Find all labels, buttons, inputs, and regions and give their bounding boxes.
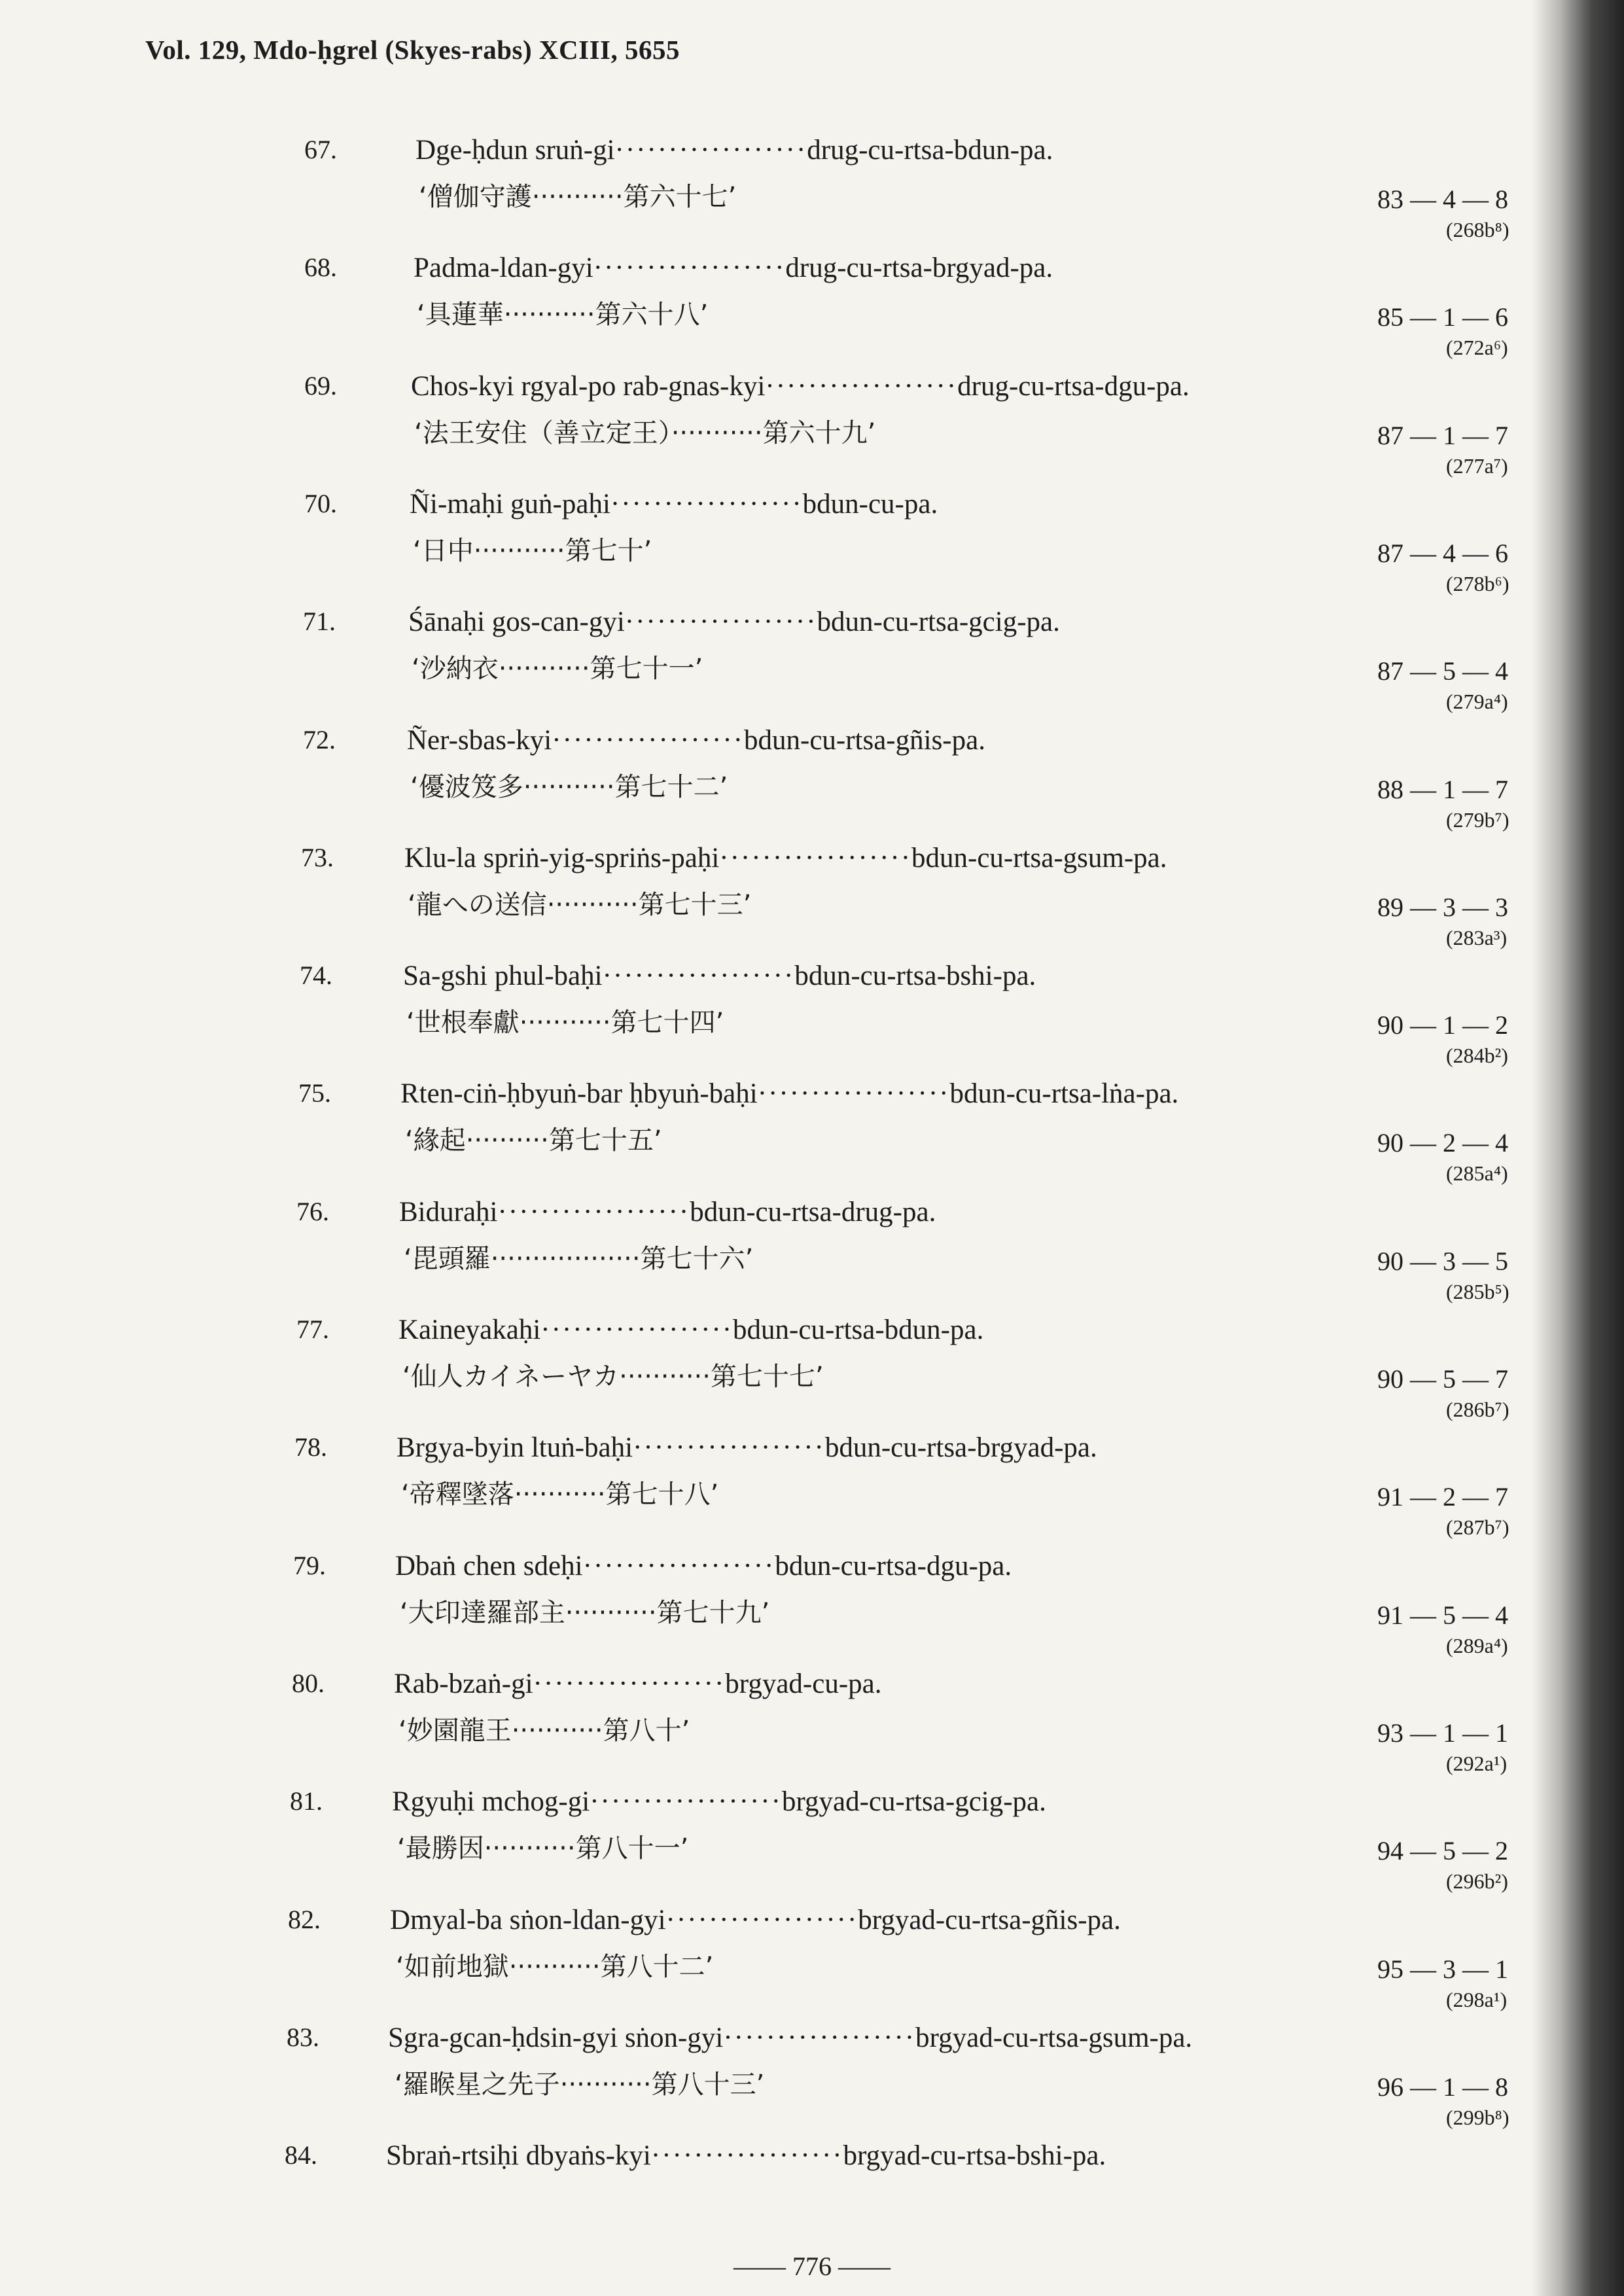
leader-dots: ·················· (719, 842, 912, 874)
entry-number: 70. (304, 488, 337, 518)
folio-reference: (279a⁴) (1446, 690, 1508, 714)
tibetan-title-line (394, 1668, 881, 1700)
leader-dots: ·················· (610, 488, 803, 520)
tibetan-section: brgyad-cu-pa. (725, 1668, 882, 1699)
leader-dots: ·················· (665, 1904, 858, 1935)
tibetan-section: drug-cu-rtsa-dgu-pa. (957, 370, 1190, 402)
tibetan-title-line (407, 724, 985, 756)
tibetan-title: Sgra-gcan-ḥdsin-gyi sṅon-gyi (388, 2022, 724, 2053)
folio-reference: (296b²) (1446, 1869, 1508, 1894)
entry-number: 73. (301, 842, 334, 872)
tibetan-section: brgyad-cu-rtsa-gsum-pa. (915, 2022, 1193, 2053)
folio-reference: (292a¹) (1446, 1751, 1508, 1775)
page-line-reference: 89 — 3 — 3 (1377, 892, 1508, 922)
tibetan-title: Rab-bzaṅ-gi (394, 1668, 533, 1699)
entry-number: 83. (287, 2022, 319, 2052)
tibetan-section: bdun-cu-rtsa-lṅa-pa. (949, 1078, 1179, 1110)
catalog-entry (0, 1904, 1624, 2015)
tibetan-title: Śānaḥi gos-can-gyi (408, 607, 625, 638)
tibetan-section: drug-cu-rtsa-bdun-pa. (807, 135, 1053, 166)
entry-number: 82. (288, 1904, 321, 1934)
leader-dots: ·················· (593, 253, 786, 284)
entry-number: 69. (304, 370, 337, 400)
page-line-reference: 85 — 1 — 6 (1377, 302, 1508, 332)
tibetan-section: bdun-cu-rtsa-brgyad-pa. (824, 1432, 1097, 1464)
japanese-title: ‘緣起··········第七十五’ (405, 1125, 662, 1156)
page-line-reference: 90 — 3 — 5 (1377, 1246, 1508, 1276)
tibetan-title: Padma-ldan-gyi (414, 253, 593, 284)
entry-number: 77. (296, 1315, 329, 1344)
tibetan-title-line (388, 2022, 1192, 2054)
catalog-entry (0, 2022, 1624, 2133)
catalog-entry (0, 1432, 1624, 1543)
entry-number: 68. (304, 253, 337, 283)
japanese-title: ‘日中···········第七十’ (413, 535, 652, 566)
japanese-title: ‘毘頭羅··················第七十六’ (404, 1243, 754, 1274)
folio-reference: (268b⁸) (1446, 218, 1509, 241)
japanese-title: ‘沙納衣···········第七十一’ (412, 654, 703, 684)
entry-number: 76. (296, 1196, 329, 1226)
tibetan-title: Sbraṅ-rtsiḥi dbyaṅs-kyi (386, 2140, 651, 2172)
tibetan-title-line (411, 370, 1190, 402)
page-line-reference: 91 — 2 — 7 (1377, 1482, 1508, 1512)
entry-number: 72. (303, 724, 336, 754)
page-line-reference: 91 — 5 — 4 (1377, 1600, 1508, 1630)
folio-reference: (284b²) (1446, 1044, 1508, 1068)
tibetan-title-line (400, 1078, 1178, 1110)
catalog-entry (0, 724, 1624, 836)
leader-dots: ·················· (552, 724, 744, 756)
leader-dots: ·················· (650, 2140, 843, 2172)
japanese-title: ‘大印達羅部主···········第七十九’ (400, 1597, 770, 1628)
tibetan-title-line (395, 1550, 1012, 1582)
tibetan-title-line (397, 1432, 1097, 1464)
tibetan-section: brgyad-cu-rtsa-gcig-pa. (781, 1786, 1046, 1818)
japanese-title: ‘仙人カイネーヤカ···········第七十七’ (402, 1362, 824, 1392)
leader-dots: ·················· (633, 1432, 825, 1464)
catalog-entry (0, 1314, 1624, 1425)
catalog-entry (0, 252, 1624, 363)
leader-dots: ·················· (497, 1196, 690, 1227)
japanese-title: ‘妙園龍王···········第八十’ (398, 1715, 690, 1746)
folio-reference: (289a⁴) (1446, 1633, 1508, 1657)
tibetan-title: Kaineyakaḥi (398, 1315, 541, 1345)
tibetan-title: Chos-kyi rgyal-po rab-gnas-kyi (411, 370, 766, 402)
folio-reference: (285a⁴) (1446, 1161, 1508, 1186)
japanese-title: ‘具蓮華···········第六十八’ (417, 300, 709, 330)
catalog-entry (0, 960, 1624, 1071)
catalog-entry (0, 1550, 1624, 1661)
leader-dots: ·················· (582, 1550, 775, 1581)
tibetan-title: Biduraḥi (399, 1196, 498, 1227)
tibetan-title-line (414, 252, 1053, 284)
tibetan-title-line (404, 842, 1167, 874)
leader-dots: ·················· (533, 1668, 726, 1699)
tibetan-section: bdun-cu-rtsa-gsum-pa. (911, 842, 1167, 874)
entry-number: 84. (285, 2140, 317, 2170)
tibetan-section: bdun-cu-rtsa-bshi-pa. (794, 961, 1036, 992)
tibetan-title: Brgya-byin ltuṅ-baḥi (397, 1432, 633, 1464)
tibetan-title: Rten-ciṅ-ḥbyuṅ-bar ḥbyuṅ-baḥi (400, 1078, 758, 1110)
leader-dots: ·················· (590, 1786, 782, 1818)
folio-reference: (283a³) (1446, 925, 1508, 949)
catalog-entry (0, 606, 1624, 717)
entry-number: 80. (292, 1668, 325, 1698)
leader-dots: ·················· (723, 2022, 916, 2053)
page-line-reference: 83 — 4 — 8 (1377, 185, 1508, 214)
tibetan-title: Ñer-sbas-kyi (407, 724, 552, 756)
japanese-title: ‘僧伽守護···········第六十七’ (419, 182, 737, 212)
folio-reference: (279b⁷) (1446, 807, 1509, 832)
page-line-reference: 94 — 5 — 2 (1377, 1836, 1508, 1866)
page-line-reference: 90 — 5 — 7 (1377, 1364, 1508, 1394)
tibetan-title-line (386, 2140, 1106, 2172)
folio-reference: (285b⁵) (1446, 1279, 1509, 1303)
catalog-entry (0, 488, 1624, 599)
leader-dots: ·················· (624, 607, 817, 638)
tibetan-section: bdun-cu-rtsa-gcig-pa. (817, 607, 1060, 638)
folio-reference: (277a⁷) (1446, 453, 1508, 478)
tibetan-title: Sa-gshi phul-baḥi (403, 961, 603, 992)
entry-number: 78. (294, 1432, 327, 1462)
tibetan-title: Dbaṅ chen sdeḥi (395, 1550, 583, 1581)
tibetan-title-line (408, 606, 1060, 638)
page-line-reference: 90 — 1 — 2 (1377, 1010, 1508, 1040)
tibetan-section: brgyad-cu-rtsa-bshi-pa. (843, 2140, 1106, 2172)
page-number: —— 776 —— (733, 2252, 891, 2281)
folio-reference: (287b⁷) (1446, 1515, 1509, 1540)
leader-dots: ·················· (757, 1078, 950, 1110)
leader-dots: ·················· (765, 370, 958, 402)
japanese-title: ‘最勝因···········第八十一’ (397, 1833, 689, 1864)
catalog-entry (0, 842, 1624, 953)
folio-reference: (272a⁶) (1446, 336, 1508, 360)
page-line-reference: 90 — 2 — 4 (1377, 1128, 1508, 1158)
catalog-entry (0, 370, 1624, 482)
folio-reference: (278b⁶) (1446, 571, 1509, 595)
folio-reference: (298a¹) (1446, 1987, 1508, 2011)
japanese-title: ‘如前地獄···········第八十二’ (396, 1951, 714, 1982)
japanese-title: ‘法王安住（善立定王）···········第六十九’ (414, 417, 876, 448)
catalog-entry (0, 1196, 1624, 1307)
tibetan-section: bdun-cu-rtsa-gñis-pa. (744, 724, 985, 756)
tibetan-title-line (415, 134, 1053, 166)
catalog-entry (0, 1078, 1624, 1189)
entry-number: 71. (303, 607, 336, 637)
tibetan-title-line (390, 1904, 1121, 1936)
tibetan-title-line (399, 1196, 936, 1228)
entry-number: 79. (293, 1550, 326, 1580)
japanese-title: ‘羅睺星之先子···········第八十三’ (395, 2069, 765, 2100)
page-line-reference: 96 — 1 — 8 (1377, 2072, 1508, 2102)
catalog-entry (0, 1786, 1624, 1897)
leader-dots: ·················· (602, 961, 795, 992)
leader-dots: ·················· (614, 135, 807, 166)
entry-number: 75. (298, 1078, 331, 1108)
page-line-reference: 87 — 5 — 4 (1377, 656, 1508, 686)
tibetan-title-line (403, 960, 1036, 992)
tibetan-title-line (392, 1786, 1046, 1818)
japanese-title: ‘優波笈多···········第七十二’ (410, 771, 728, 802)
tibetan-title-line (410, 488, 938, 520)
folio-reference: (286b⁷) (1446, 1398, 1509, 1421)
entry-number: 81. (290, 1786, 323, 1816)
page-line-reference: 88 — 1 — 7 (1377, 774, 1508, 804)
tibetan-title: Dge-ḥdun sruṅ-gi (415, 135, 615, 166)
page-line-reference: 95 — 3 — 1 (1377, 1954, 1508, 1984)
catalog-entry (0, 134, 1624, 245)
folio-reference: (299b⁸) (1446, 2105, 1509, 2129)
tibetan-title: Rgyuḥi mchog-gi (392, 1786, 590, 1818)
japanese-title: ‘帝釋墜落···········第七十八’ (401, 1479, 719, 1510)
catalog-entry (0, 2140, 1624, 2251)
tibetan-title-line (398, 1314, 983, 1346)
tibetan-section: drug-cu-rtsa-brgyad-pa. (785, 253, 1053, 284)
page-line-reference: 87 — 1 — 7 (1377, 420, 1508, 450)
running-header: Vol. 129, Mdo-ḥgrel (Skyes-rabs) XCIII, 5655 (145, 35, 680, 65)
catalog-entry (0, 1668, 1624, 1779)
page-line-reference: 87 — 4 — 6 (1377, 538, 1508, 568)
page-line-reference: 93 — 1 — 1 (1377, 1718, 1508, 1748)
tibetan-title: Klu-la spriṅ-yig-spriṅs-paḥi (404, 842, 720, 874)
japanese-title: ‘龍への送信···········第七十三’ (408, 889, 752, 920)
entry-number: 74. (300, 961, 332, 991)
japanese-title: ‘世根奉獻···········第七十四’ (406, 1008, 724, 1038)
tibetan-title: Ñi-maḥi guṅ-paḥi (410, 488, 610, 520)
leader-dots: ·················· (540, 1315, 733, 1345)
tibetan-section: bdun-cu-rtsa-drug-pa. (690, 1196, 936, 1227)
tibetan-section: bdun-cu-rtsa-dgu-pa. (775, 1550, 1012, 1581)
entry-number: 67. (304, 135, 337, 164)
tibetan-section: bdun-cu-pa. (802, 488, 938, 520)
tibetan-section: bdun-cu-rtsa-bdun-pa. (733, 1315, 984, 1345)
tibetan-title: Dmyal-ba sṅon-ldan-gyi (390, 1904, 666, 1935)
tibetan-section: brgyad-cu-rtsa-gñis-pa. (858, 1904, 1121, 1935)
